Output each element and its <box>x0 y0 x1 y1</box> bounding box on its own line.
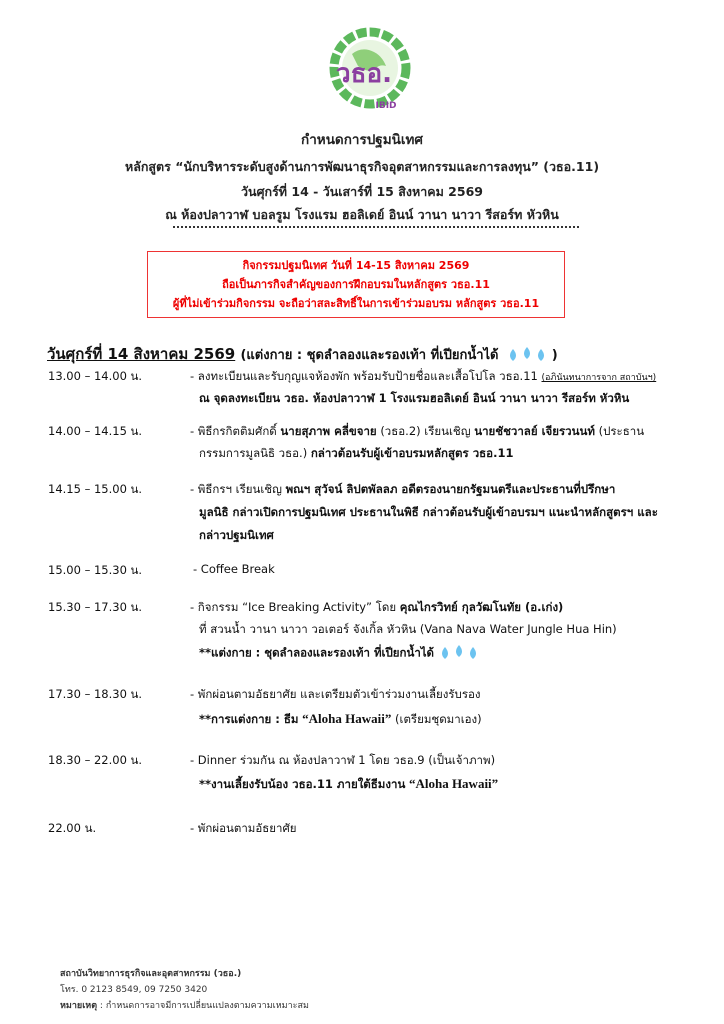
ibid-logo <box>322 24 414 116</box>
item-3-line-1 <box>190 481 615 499</box>
item-6-dress: **การแต่งกาย : ธีม <box>199 712 299 726</box>
time-7: 18.30 – 22.00 น. <box>48 753 143 767</box>
item-6-line-1: - พักผ่อนตามอัธยาศัย และเตรียมตัวเข้าร่วมงานเลี้ยงรับรอง <box>190 687 481 701</box>
item-8: - พักผ่อนตามอัธยาศัย <box>190 821 297 835</box>
notice-box <box>147 251 565 318</box>
page-title: กำหนดการปฐมนิเทศ <box>301 132 423 148</box>
water-drops-icon <box>438 644 484 662</box>
logo-sub: IBID <box>375 101 397 111</box>
day-label: วันศุกร์ที่ 14 สิงหาคม 2569 <box>47 345 236 363</box>
item-2-person-2: นายชัชวาลย์ เจียรวนนท์ <box>474 424 595 438</box>
time-5: 15.30 – 17.30 น. <box>48 600 143 614</box>
item-5-line-2: ที่ สวนน้ำ วานา นาวา วอเตอร์ จังเกิ้ล หัวหิน (Vana Nava Water Jungle Hua Hin) <box>199 622 617 636</box>
item-1-note: (อภินันทนาการจาก สถาบันฯ) <box>541 373 657 383</box>
item-2-text-d: กรรมการมูลนิธิ วธอ.) <box>199 446 308 460</box>
time-3: 14.15 – 15.00 น. <box>48 482 143 496</box>
item-2-line-1 <box>190 423 644 441</box>
item-5-person: คุณไกรวิทย์ กุลวัฒโนทัย (อ.เก่ง) <box>399 600 564 614</box>
item-6-note: (เตรียมชุดมาเอง) <box>395 712 482 726</box>
item-2-person-1: นายสุภาพ คลี่ขจาย <box>280 424 377 438</box>
time-6: 17.30 – 18.30 น. <box>48 687 143 701</box>
item-2-text-c: (ประธาน <box>598 424 645 438</box>
item-2-text-b: (วธอ.2) เรียนเชิญ <box>380 424 471 438</box>
footer-note-label: หมายเหตุ <box>60 1001 98 1011</box>
item-2-text-a: - พิธีกรกิตติมศักดิ์ <box>190 424 277 438</box>
item-2-text-e: กล่าวต้อนรับผู้เข้าอบรมหลักสูตร วธอ.11 <box>310 446 514 460</box>
notice-line-1: กิจกรรมปฐมนิเทศ วันที่ 14-15 สิงหาคม 2569 <box>242 259 470 272</box>
water-drops-icon <box>506 346 552 364</box>
item-1-line-2: ณ จุดลงทะเบียน วธอ. ห้องปลาวาฬ 1 โรงแรมฮอลิเดย์ อินน์ วานา นาวา รีสอร์ท หัวหิน <box>199 391 630 405</box>
item-5-dress: **แต่งกาย : ชุดลำลองและรองเท้า ที่เปียกน้ำได้ <box>199 645 435 660</box>
item-7-line-2 <box>199 776 498 794</box>
time-2: 14.00 – 14.15 น. <box>48 424 143 438</box>
item-3-person: พณฯ สุวัจน์ ลิปตพัลลภ อดีตรองนายกรัฐมนตรีและประธานที่ปรึกษา <box>285 482 616 496</box>
notice-line-2: ถือเป็นภารกิจสำคัญของการฝึกอบรมในหลักสูตร วธอ.11 <box>222 278 490 291</box>
item-3-line-2: มูลนิธิ กล่าวเปิดการปฐมนิเทศ ประธานในพิธี กล่าวต้อนรับผู้เข้าอบรมฯ แนะนำหลักสูตรฯ และ <box>199 505 658 519</box>
course-dates: วันศุกร์ที่ 14 - วันเสาร์ที่ 15 สิงหาคม 2569 <box>241 184 483 199</box>
item-3-line-3: กล่าวปฐมนิเทศ <box>199 528 274 542</box>
item-1-text: - ลงทะเบียนและรับกุญแจห้องพัก พร้อมรับป้ายชื่อและเสื้อโปโล วธอ.11 <box>190 369 538 383</box>
time-1: 13.00 – 14.00 น. <box>48 369 143 383</box>
course-title: หลักสูตร “นักบริหารระดับสูงด้านการพัฒนาธุรกิจอุตสาหกรรมและการลงทุน” (วธอ.11) <box>124 159 600 174</box>
footer-note <box>60 998 309 1012</box>
item-5-text-a: - กิจกรรม <box>190 600 239 614</box>
item-5-line-3 <box>199 644 484 663</box>
day-dress-close: ) <box>551 348 558 363</box>
item-5-line-1 <box>190 599 563 617</box>
notice-line-3: ผู้ที่ไม่เข้าร่วมกิจกรรม จะถือว่าสละสิทธิ์ในการเข้าร่วมอบรม หลักสูตร วธอ.11 <box>172 297 540 310</box>
day-dress: (แต่งกาย : ชุดลำลองและรองเท้า ที่เปียกน้ำได้ <box>240 348 499 363</box>
item-2-line-2 <box>199 445 513 463</box>
item-7-text: **งานเลี้ยงรับน้อง วธอ.11 ภายใต้ธีมงาน <box>199 777 406 791</box>
footer-phone: โทร. 0 2123 8549, 09 7250 3420 <box>60 985 208 995</box>
footer-note-text: : กำหนดการอาจมีการเปลี่ยนแปลงตามความเหมาะสม <box>99 1001 309 1011</box>
divider <box>173 226 579 228</box>
item-5-activity: “Ice Breaking Activity” <box>242 600 373 614</box>
item-1-line-1 <box>190 368 656 386</box>
item-4: - Coffee Break <box>193 562 275 576</box>
item-6-line-2 <box>199 711 482 729</box>
time-4: 15.00 – 15.30 น. <box>48 563 143 577</box>
footer-org: สถาบันวิทยาการธุรกิจและอุตสาหกรรม (วธอ.) <box>60 969 242 979</box>
item-7-theme: “Aloha Hawaii” <box>408 776 499 791</box>
item-5-text-b: โดย <box>375 600 397 614</box>
logo-text: วธอ. <box>336 59 392 89</box>
time-8: 22.00 น. <box>48 821 97 835</box>
course-venue: ณ ห้องปลาวาฬ บอลรูม โรงแรม ฮอลิเดย์ อินน์ วานา นาวา รีสอร์ท หัวหิน <box>165 207 559 222</box>
item-3-text-a: - พิธีกรฯ เรียนเชิญ <box>190 482 282 496</box>
item-6-theme: “Aloha Hawaii” <box>302 711 392 726</box>
day-heading <box>47 342 558 366</box>
item-7-line-1: - Dinner ร่วมกัน ณ ห้องปลาวาฬ 1 โดย วธอ.9 (เป็นเจ้าภาพ) <box>190 753 496 767</box>
